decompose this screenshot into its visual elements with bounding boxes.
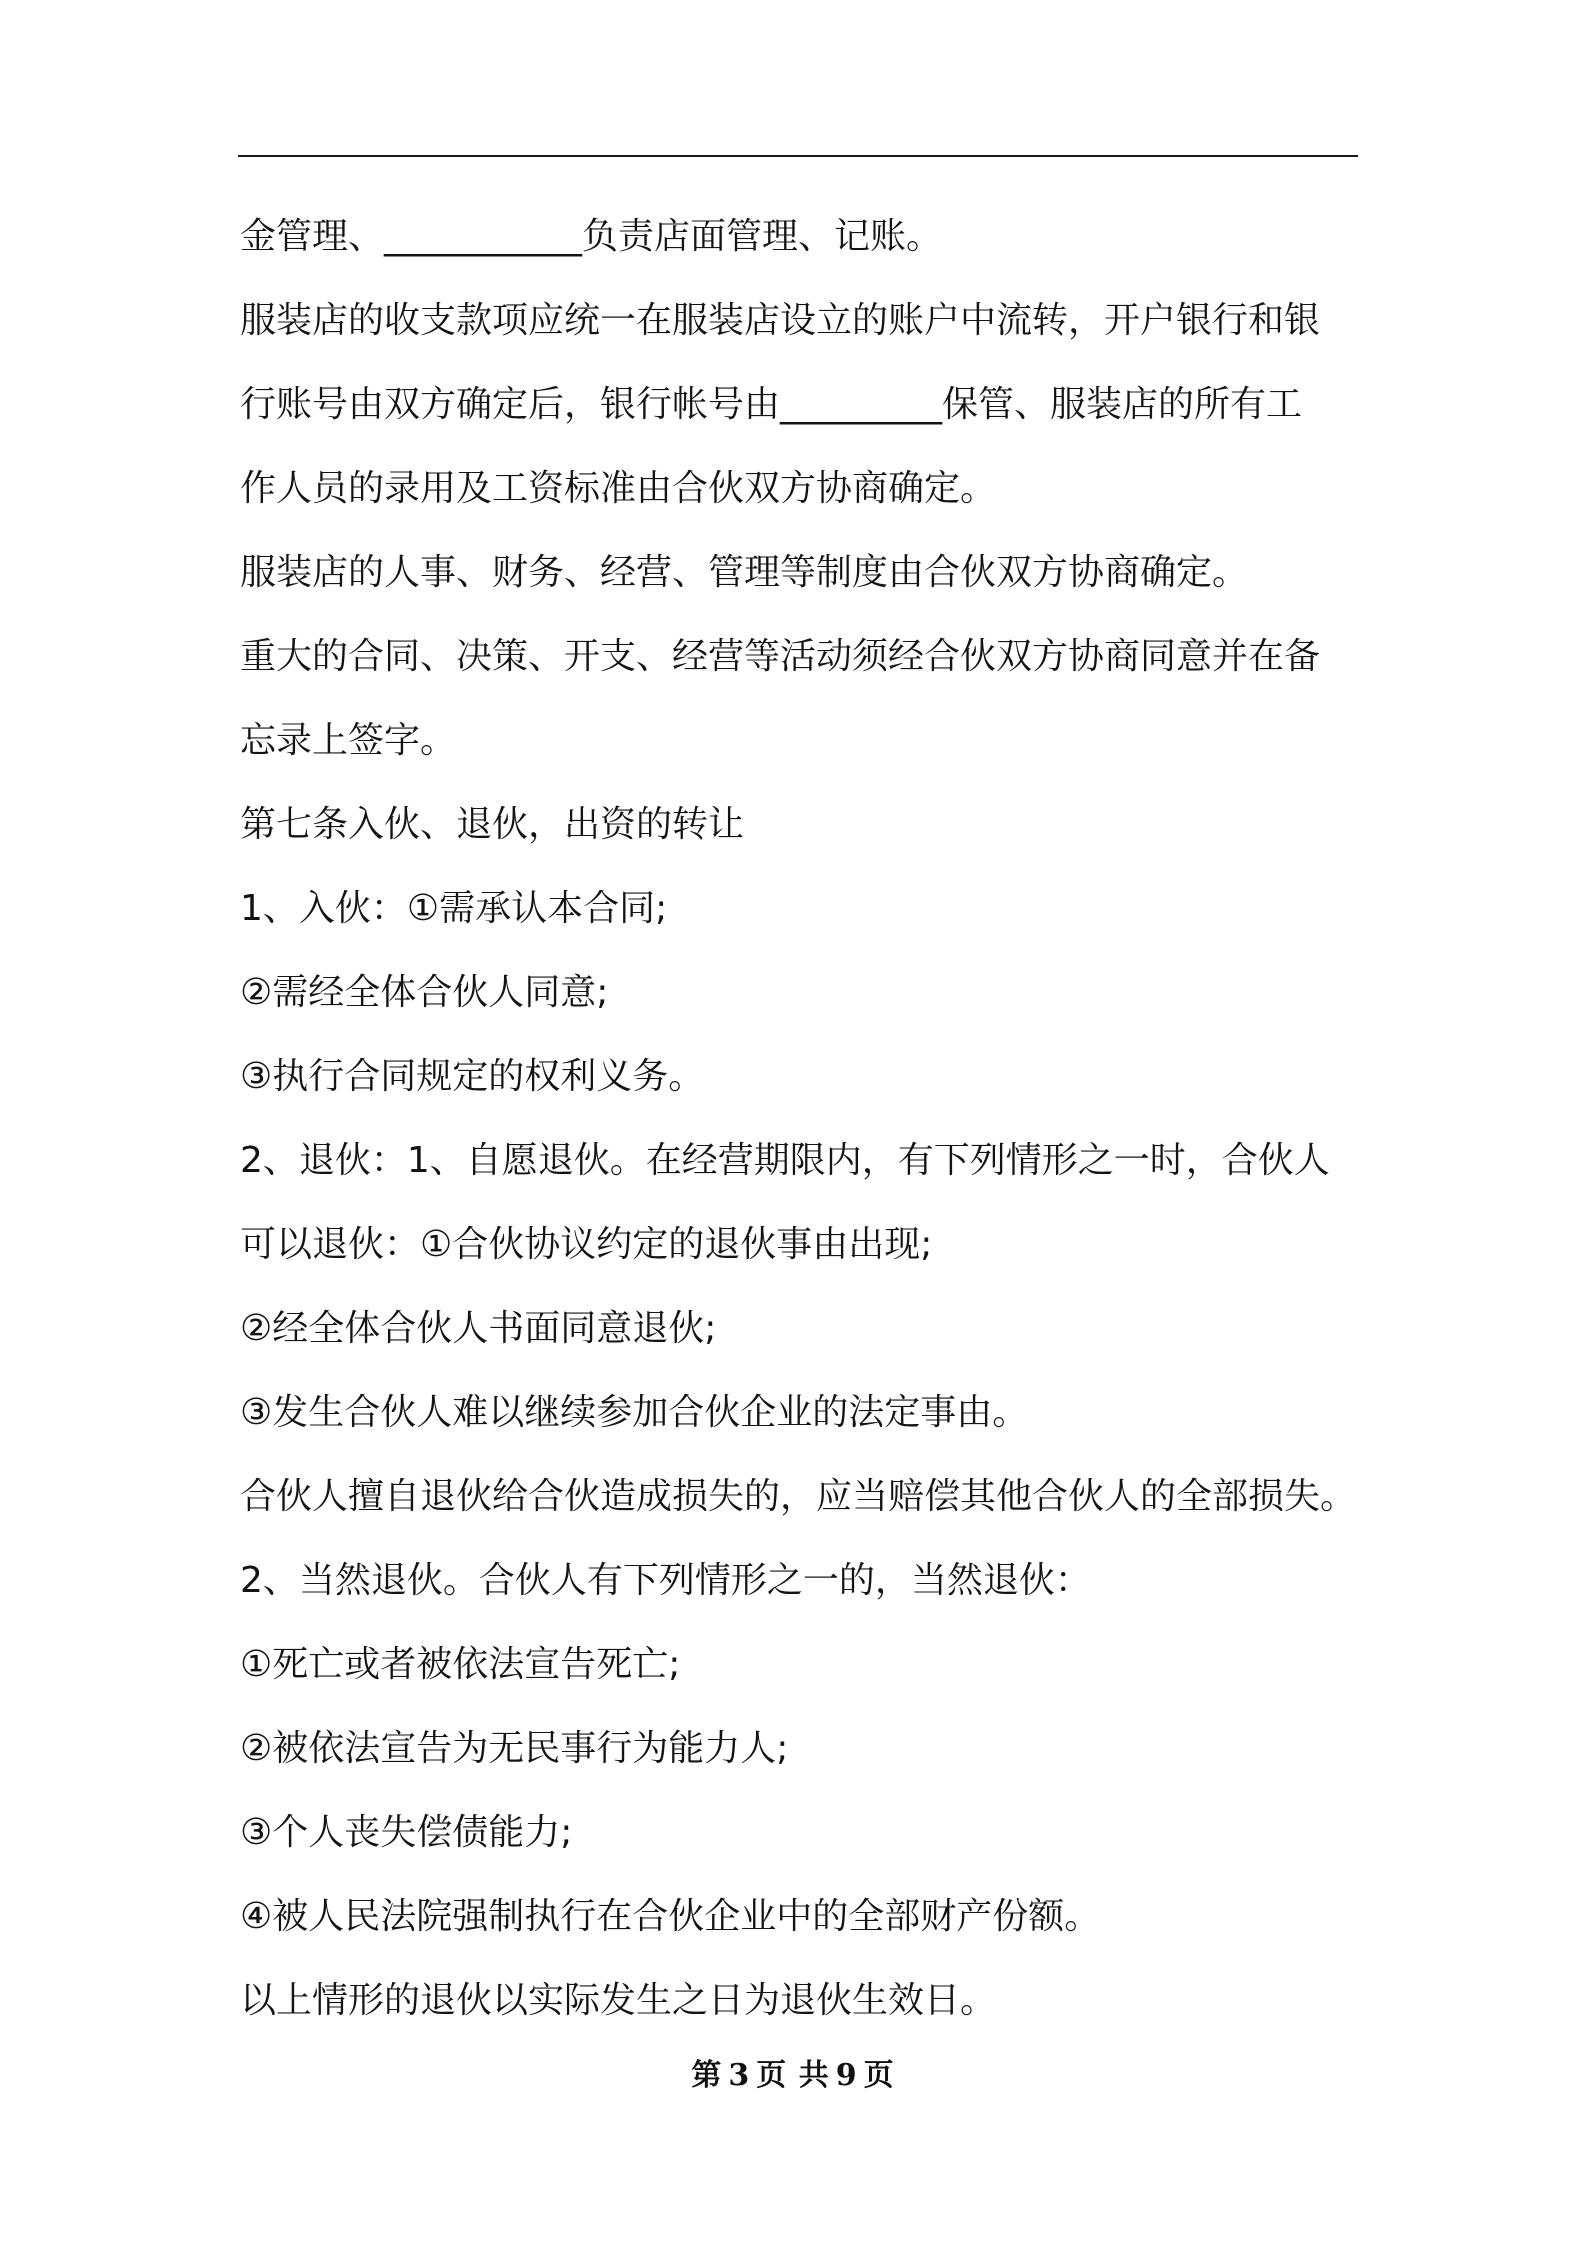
- text-line: 重大的合同、决策、开支、经营等活动须经合伙双方协商同意并在备: [240, 636, 1321, 677]
- header-rule: [238, 155, 1358, 157]
- text-line: 1、入伙：①需承认本合同;: [240, 888, 668, 929]
- text-line: ④被人民法院强制执行在合伙企业中的全部财产份额。: [240, 1896, 1101, 1937]
- page-label-suffix: 页: [863, 2058, 895, 2093]
- current-page-number: 3: [728, 2058, 751, 2093]
- text-line: ①死亡或者被依法宣告死亡;: [240, 1644, 681, 1685]
- page-label-mid: 页 共: [756, 2058, 830, 2093]
- text-line: 作人员的录用及工资标准由合伙双方协商确定。: [240, 468, 997, 509]
- text-line: ②需经全体合伙人同意;: [240, 972, 609, 1013]
- text-line: 金管理、___________负责店面管理、记账。: [240, 216, 943, 257]
- text-line: 服装店的收支款项应统一在服装店设立的账户中流转，开户银行和银: [240, 300, 1321, 341]
- text-line: 合伙人擅自退伙给合伙造成损失的，应当赔偿其他合伙人的全部损失。: [240, 1476, 1357, 1517]
- document-body: [240, 195, 1375, 2043]
- text-line: 行账号由双方确定后，银行帐号由_________保管、服装店的所有工: [240, 384, 1303, 425]
- text-line: 以上情形的退伙以实际发生之日为退伙生效日。: [240, 1980, 997, 2021]
- page-label-prefix: 第: [691, 2058, 723, 2093]
- text-line: 服装店的人事、财务、经营、管理等制度由合伙双方协商确定。: [240, 552, 1249, 593]
- text-line: 忘录上签字。: [240, 720, 457, 761]
- text-line: 可以退伙：①合伙协议约定的退伙事由出现;: [240, 1224, 933, 1265]
- total-pages-number: 9: [835, 2058, 858, 2093]
- text-line: ③个人丧失偿债能力;: [240, 1812, 573, 1853]
- page-number-footer: [0, 2050, 1586, 2094]
- section-heading: 第七条入伙、退伙，出资的转让: [240, 804, 745, 845]
- text-line: ③执行合同规定的权利义务。: [240, 1056, 705, 1097]
- text-line: 2、当然退伙。合伙人有下列情形之一的，当然退伙：: [240, 1560, 1091, 1601]
- text-line: ③发生合伙人难以继续参加合伙企业的法定事由。: [240, 1392, 1029, 1433]
- text-line: ②经全体合伙人书面同意退伙;: [240, 1308, 717, 1349]
- text-line: ②被依法宣告为无民事行为能力人;: [240, 1728, 789, 1769]
- text-line: 2、退伙：1、自愿退伙。在经营期限内，有下列情形之一时，合伙人: [240, 1140, 1330, 1181]
